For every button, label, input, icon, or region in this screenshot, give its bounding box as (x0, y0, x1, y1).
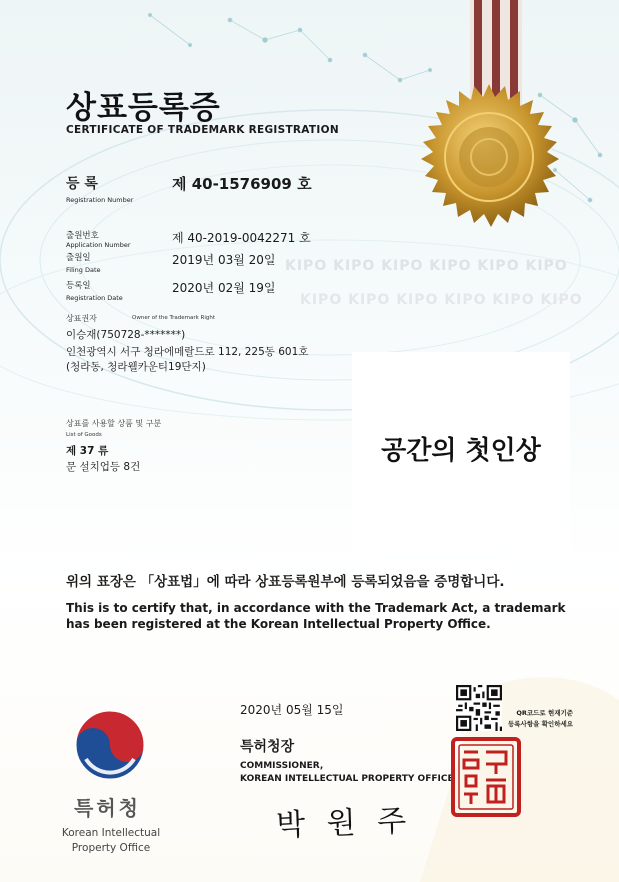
trademark-box (352, 352, 570, 552)
office-name-ko: 특허청 (74, 796, 141, 820)
goods-class: 제 37 류 (66, 445, 109, 457)
qr-note (508, 708, 573, 730)
registration-label-en: Registration Number (66, 196, 134, 204)
registration-number: 제 40-1576909 호 (172, 175, 312, 193)
goods-label-en: List of Goods (66, 432, 102, 438)
official-seal-stamp-icon (450, 736, 522, 818)
filing-label: 출원일 (66, 253, 91, 263)
registration-date: 2020년 02월 19일 (172, 281, 276, 295)
qr-note-line-1: QR코드로 현재기준 (516, 709, 574, 717)
certification-statement-ko: 위의 표장은 「상표법」에 따라 상표등록원부에 등록되었음을 증명합니다. (66, 574, 505, 590)
certificate-title: 상표등록증 (66, 90, 221, 126)
filing-date: 2019년 03월 20일 (172, 253, 276, 267)
commissioner-line-1: COMMISSIONER, (240, 761, 324, 771)
certification-statement-en: This is to certify that, in accordance with the Trademark Act, a trademark has been registered at the Korean Intellectual Property Office. (66, 601, 566, 631)
owner-address-2: (청라동, 청라웰카운티19단지) (66, 361, 206, 373)
certificate-subtitle: CERTIFICATE OF TRADEMARK REGISTRATION (66, 124, 339, 136)
application-label-en: Application Number (66, 241, 131, 249)
trademark-text: 공간의 첫인상 (381, 436, 541, 466)
goods-label: 상표를 사용할 상품 및 구분 (66, 419, 162, 428)
office-name-en (56, 826, 166, 856)
kipo-logo-icon (72, 707, 148, 783)
qr-note-line-2: 등록사항을 확인하세요 (508, 720, 574, 728)
application-number: 제 40-2019-0042271 호 (172, 231, 311, 245)
kipo-watermark-2: KIPO KIPO KIPO KIPO KIPO KIPO (300, 292, 583, 308)
commissioner-title: 특허청장 (240, 739, 295, 755)
gold-seal-icon (414, 82, 564, 232)
qr-code-icon[interactable] (456, 685, 502, 731)
owner-label-en: Owner of the Trademark Right (132, 315, 215, 321)
commissioner-line-2: KOREAN INTELLECTUAL PROPERTY OFFICE (240, 774, 454, 784)
issue-date: 2020년 05월 15일 (240, 703, 344, 717)
commissioner-title-en (240, 760, 454, 786)
filing-label-en: Filing Date (66, 266, 101, 274)
office-name-en-line-2: Property Office (71, 842, 151, 854)
owner-address-1: 인천광역시 서구 청라에메랄드로 112, 225동 601호 (66, 346, 309, 358)
goods-items: 문 설치업등 8건 (66, 461, 141, 473)
owner-label: 상표권자 (66, 314, 97, 323)
registration-date-label: 등록일 (66, 281, 91, 291)
kipo-watermark: KIPO KIPO KIPO KIPO KIPO KIPO (285, 258, 568, 274)
application-label: 출원번호 (66, 231, 99, 241)
owner-name: 이승재(750728-*******) (66, 329, 186, 341)
commissioner-signature: 박 원 주 (275, 803, 413, 844)
registration-label: 등 록 (66, 176, 98, 192)
office-name-en-line-1: Korean Intellectual (61, 827, 161, 839)
registration-date-label-en: Registration Date (66, 294, 123, 302)
